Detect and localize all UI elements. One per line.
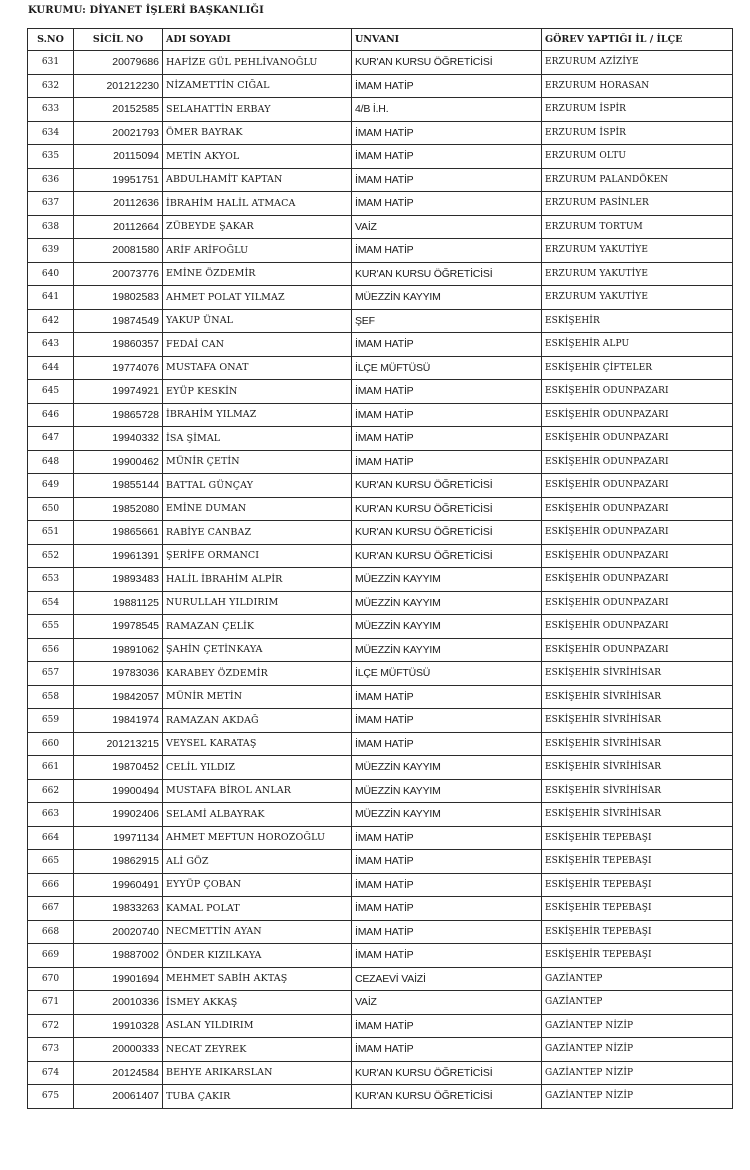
table-body xyxy=(28,51,733,1109)
table-row xyxy=(28,356,733,380)
cell-sicil: 20020740 xyxy=(74,920,163,944)
cell-name: EYYÜP ÇOBAN xyxy=(163,873,352,897)
cell-sicil: 19900462 xyxy=(74,450,163,474)
cell-sicil: 20010336 xyxy=(74,991,163,1015)
table-row xyxy=(28,51,733,75)
table-row xyxy=(28,74,733,98)
cell-title: MÜEZZİN KAYYIM xyxy=(352,756,542,780)
table-row xyxy=(28,779,733,803)
cell-title: İMAM HATİP xyxy=(352,239,542,263)
cell-no: 659 xyxy=(28,709,74,733)
header-title: UNVANI xyxy=(352,29,542,51)
cell-title: İMAM HATİP xyxy=(352,168,542,192)
cell-title: MÜEZZİN KAYYIM xyxy=(352,803,542,827)
cell-location: ERZURUM OLTU xyxy=(542,145,733,169)
cell-location: ESKİŞEHİR SİVRİHİSAR xyxy=(542,803,733,827)
cell-location: ESKİŞEHİR ODUNPAZARI xyxy=(542,521,733,545)
table-row xyxy=(28,920,733,944)
cell-no: 635 xyxy=(28,145,74,169)
cell-sicil: 19870452 xyxy=(74,756,163,780)
cell-location: ESKİŞEHİR SİVRİHİSAR xyxy=(542,662,733,686)
cell-name: FEDAİ CAN xyxy=(163,333,352,357)
cell-title: İMAM HATİP xyxy=(352,920,542,944)
cell-title: İLÇE MÜFTÜSÜ xyxy=(352,356,542,380)
table-row xyxy=(28,333,733,357)
table-row xyxy=(28,1085,733,1109)
cell-name: RABİYE CANBAZ xyxy=(163,521,352,545)
cell-location: ERZURUM AZİZİYE xyxy=(542,51,733,75)
cell-name: KAMAL POLAT xyxy=(163,897,352,921)
cell-sicil: 19874549 xyxy=(74,309,163,333)
cell-no: 667 xyxy=(28,897,74,921)
cell-no: 656 xyxy=(28,638,74,662)
cell-location: ERZURUM İSPİR xyxy=(542,98,733,122)
table-row xyxy=(28,521,733,545)
cell-title: İMAM HATİP xyxy=(352,685,542,709)
cell-no: 660 xyxy=(28,732,74,756)
cell-name: BEHYE ARIKARSLAN xyxy=(163,1061,352,1085)
cell-sicil: 19951751 xyxy=(74,168,163,192)
cell-name: MUSTAFA ONAT xyxy=(163,356,352,380)
cell-sicil: 19902406 xyxy=(74,803,163,827)
cell-name: ASLAN YILDIRIM xyxy=(163,1014,352,1038)
cell-location: ESKİŞEHİR ALPU xyxy=(542,333,733,357)
cell-sicil: 20115094 xyxy=(74,145,163,169)
cell-no: 641 xyxy=(28,286,74,310)
cell-title: ŞEF xyxy=(352,309,542,333)
cell-location: ESKİŞEHİR ODUNPAZARI xyxy=(542,638,733,662)
cell-sicil: 19901694 xyxy=(74,967,163,991)
cell-no: 669 xyxy=(28,944,74,968)
cell-sicil: 19852080 xyxy=(74,497,163,521)
cell-title: MÜEZZİN KAYYIM xyxy=(352,286,542,310)
cell-no: 648 xyxy=(28,450,74,474)
table-row xyxy=(28,850,733,874)
cell-no: 661 xyxy=(28,756,74,780)
table-row xyxy=(28,380,733,404)
cell-no: 671 xyxy=(28,991,74,1015)
cell-location: ESKİŞEHİR TEPEBAŞI xyxy=(542,873,733,897)
cell-location: ESKİŞEHİR ODUNPAZARI xyxy=(542,497,733,521)
cell-location: GAZİANTEP NİZİP xyxy=(542,1061,733,1085)
cell-location: ESKİŞEHİR ODUNPAZARI xyxy=(542,380,733,404)
cell-name: ABDULHAMİT KAPTAN xyxy=(163,168,352,192)
cell-no: 662 xyxy=(28,779,74,803)
institution-heading: KURUMU: DİYANET İŞLERİ BAŞKANLIĞI xyxy=(28,5,264,16)
cell-name: SELAMİ ALBAYRAK xyxy=(163,803,352,827)
table-row xyxy=(28,403,733,427)
cell-no: 665 xyxy=(28,850,74,874)
cell-title: İMAM HATİP xyxy=(352,333,542,357)
cell-no: 658 xyxy=(28,685,74,709)
table-row xyxy=(28,427,733,451)
table-row xyxy=(28,309,733,333)
cell-location: ESKİŞEHİR SİVRİHİSAR xyxy=(542,732,733,756)
cell-no: 649 xyxy=(28,474,74,498)
table-row xyxy=(28,145,733,169)
table-row xyxy=(28,497,733,521)
header-name: ADI SOYADI xyxy=(163,29,352,51)
cell-name: MÜNİR ÇETİN xyxy=(163,450,352,474)
cell-location: ERZURUM YAKUTİYE xyxy=(542,239,733,263)
cell-title: MÜEZZİN KAYYIM xyxy=(352,568,542,592)
cell-name: TUBA ÇAKIR xyxy=(163,1085,352,1109)
cell-name: HALİL İBRAHİM ALPİR xyxy=(163,568,352,592)
cell-sicil: 19802583 xyxy=(74,286,163,310)
cell-location: ESKİŞEHİR xyxy=(542,309,733,333)
cell-title: KUR'AN KURSU ÖĞRETİCİSİ xyxy=(352,544,542,568)
cell-name: CELİL YILDIZ xyxy=(163,756,352,780)
cell-sicil: 19940332 xyxy=(74,427,163,451)
cell-no: 650 xyxy=(28,497,74,521)
cell-title: İMAM HATİP xyxy=(352,380,542,404)
cell-title: İMAM HATİP xyxy=(352,873,542,897)
cell-no: 663 xyxy=(28,803,74,827)
cell-name: NECMETTİN AYAN xyxy=(163,920,352,944)
cell-location: GAZİANTEP xyxy=(542,967,733,991)
cell-sicil: 19974921 xyxy=(74,380,163,404)
cell-sicil: 19842057 xyxy=(74,685,163,709)
cell-name: MÜNİR METİN xyxy=(163,685,352,709)
cell-title: İMAM HATİP xyxy=(352,427,542,451)
cell-title: İMAM HATİP xyxy=(352,944,542,968)
cell-title: KUR'AN KURSU ÖĞRETİCİSİ xyxy=(352,262,542,286)
cell-no: 632 xyxy=(28,74,74,98)
cell-sicil: 19841974 xyxy=(74,709,163,733)
cell-location: ESKİŞEHİR ODUNPAZARI xyxy=(542,568,733,592)
cell-no: 639 xyxy=(28,239,74,263)
cell-no: 638 xyxy=(28,215,74,239)
cell-name: NİZAMETTİN CIĞAL xyxy=(163,74,352,98)
table-row xyxy=(28,638,733,662)
cell-location: ESKİŞEHİR ODUNPAZARI xyxy=(542,403,733,427)
cell-location: ESKİŞEHİR ÇİFTELER xyxy=(542,356,733,380)
table-row xyxy=(28,662,733,686)
table-row xyxy=(28,709,733,733)
cell-no: 647 xyxy=(28,427,74,451)
cell-title: İMAM HATİP xyxy=(352,897,542,921)
cell-no: 670 xyxy=(28,967,74,991)
cell-location: ESKİŞEHİR ODUNPAZARI xyxy=(542,450,733,474)
table-row xyxy=(28,544,733,568)
cell-sicil: 19900494 xyxy=(74,779,163,803)
cell-no: 655 xyxy=(28,615,74,639)
table-row xyxy=(28,591,733,615)
cell-location: GAZİANTEP xyxy=(542,991,733,1015)
cell-title: KUR'AN KURSU ÖĞRETİCİSİ xyxy=(352,521,542,545)
cell-title: KUR'AN KURSU ÖĞRETİCİSİ xyxy=(352,497,542,521)
cell-no: 651 xyxy=(28,521,74,545)
cell-title: İLÇE MÜFTÜSÜ xyxy=(352,662,542,686)
cell-title: İMAM HATİP xyxy=(352,1014,542,1038)
header-sicil: SİCİL NO xyxy=(74,29,163,51)
cell-name: YAKUP ÜNAL xyxy=(163,309,352,333)
cell-sicil: 19978545 xyxy=(74,615,163,639)
cell-location: ESKİŞEHİR ODUNPAZARI xyxy=(542,544,733,568)
cell-location: ESKİŞEHİR SİVRİHİSAR xyxy=(542,685,733,709)
cell-sicil: 20073776 xyxy=(74,262,163,286)
cell-title: VAİZ xyxy=(352,991,542,1015)
cell-sicil: 19893483 xyxy=(74,568,163,592)
table-row xyxy=(28,615,733,639)
cell-title: İMAM HATİP xyxy=(352,826,542,850)
cell-sicil: 19971134 xyxy=(74,826,163,850)
cell-no: 645 xyxy=(28,380,74,404)
table-row xyxy=(28,1014,733,1038)
cell-no: 654 xyxy=(28,591,74,615)
table-row xyxy=(28,967,733,991)
cell-sicil: 201212230 xyxy=(74,74,163,98)
cell-sicil: 19865728 xyxy=(74,403,163,427)
table-row xyxy=(28,98,733,122)
cell-sicil: 19881125 xyxy=(74,591,163,615)
cell-location: ERZURUM YAKUTİYE xyxy=(542,262,733,286)
cell-title: KUR'AN KURSU ÖĞRETİCİSİ xyxy=(352,474,542,498)
table-row xyxy=(28,732,733,756)
cell-name: EYÜP KESKİN xyxy=(163,380,352,404)
table-row xyxy=(28,1061,733,1085)
cell-name: İSMEY AKKAŞ xyxy=(163,991,352,1015)
cell-name: İBRAHİM HALİL ATMACA xyxy=(163,192,352,216)
cell-name: KARABEY ÖZDEMİR xyxy=(163,662,352,686)
cell-sicil: 19960491 xyxy=(74,873,163,897)
cell-title: MÜEZZİN KAYYIM xyxy=(352,638,542,662)
cell-no: 653 xyxy=(28,568,74,592)
cell-sicil: 19961391 xyxy=(74,544,163,568)
cell-no: 674 xyxy=(28,1061,74,1085)
cell-title: İMAM HATİP xyxy=(352,1038,542,1062)
cell-name: ÖMER BAYRAK xyxy=(163,121,352,145)
cell-location: GAZİANTEP NİZİP xyxy=(542,1038,733,1062)
cell-sicil: 19887002 xyxy=(74,944,163,968)
cell-name: RAMAZAN ÇELİK xyxy=(163,615,352,639)
cell-title: KUR'AN KURSU ÖĞRETİCİSİ xyxy=(352,1085,542,1109)
cell-title: 4/B İ.H. xyxy=(352,98,542,122)
cell-location: ESKİŞEHİR ODUNPAZARI xyxy=(542,591,733,615)
header-no: S.NO xyxy=(28,29,74,51)
cell-sicil: 20112664 xyxy=(74,215,163,239)
cell-title: MÜEZZİN KAYYIM xyxy=(352,615,542,639)
cell-name: ŞAHİN ÇETİNKAYA xyxy=(163,638,352,662)
cell-title: MÜEZZİN KAYYIM xyxy=(352,779,542,803)
cell-sicil: 19910328 xyxy=(74,1014,163,1038)
cell-name: ŞERİFE ORMANCI xyxy=(163,544,352,568)
cell-name: NECAT ZEYREK xyxy=(163,1038,352,1062)
personnel-table xyxy=(27,28,733,1109)
table-row xyxy=(28,474,733,498)
table-header-row xyxy=(28,29,733,51)
table-row xyxy=(28,239,733,263)
cell-location: ESKİŞEHİR ODUNPAZARI xyxy=(542,474,733,498)
cell-name: SELAHATTİN ERBAY xyxy=(163,98,352,122)
cell-location: GAZİANTEP NİZİP xyxy=(542,1014,733,1038)
cell-no: 631 xyxy=(28,51,74,75)
cell-name: NURULLAH YILDIRIM xyxy=(163,591,352,615)
table-row xyxy=(28,192,733,216)
cell-location: ERZURUM HORASAN xyxy=(542,74,733,98)
cell-name: METİN AKYOL xyxy=(163,145,352,169)
cell-title: İMAM HATİP xyxy=(352,850,542,874)
cell-no: 673 xyxy=(28,1038,74,1062)
cell-title: İMAM HATİP xyxy=(352,145,542,169)
cell-no: 637 xyxy=(28,192,74,216)
cell-title: KUR'AN KURSU ÖĞRETİCİSİ xyxy=(352,51,542,75)
cell-name: ARİF ARİFOĞLU xyxy=(163,239,352,263)
cell-name: İSA ŞİMAL xyxy=(163,427,352,451)
cell-location: ESKİŞEHİR TEPEBAŞI xyxy=(542,897,733,921)
cell-sicil: 20079686 xyxy=(74,51,163,75)
cell-sicil: 19783036 xyxy=(74,662,163,686)
cell-name: İBRAHİM YILMAZ xyxy=(163,403,352,427)
cell-name: AHMET POLAT YILMAZ xyxy=(163,286,352,310)
cell-location: ESKİŞEHİR ODUNPAZARI xyxy=(542,427,733,451)
table-row xyxy=(28,685,733,709)
table-row xyxy=(28,121,733,145)
cell-name: EMİNE DUMAN xyxy=(163,497,352,521)
cell-no: 636 xyxy=(28,168,74,192)
cell-title: İMAM HATİP xyxy=(352,74,542,98)
cell-title: İMAM HATİP xyxy=(352,732,542,756)
cell-no: 642 xyxy=(28,309,74,333)
cell-sicil: 19865661 xyxy=(74,521,163,545)
cell-location: ERZURUM PALANDÖKEN xyxy=(542,168,733,192)
cell-sicil: 20021793 xyxy=(74,121,163,145)
cell-name: ZÜBEYDE ŞAKAR xyxy=(163,215,352,239)
cell-location: ESKİŞEHİR SİVRİHİSAR xyxy=(542,709,733,733)
table-row xyxy=(28,873,733,897)
table-row xyxy=(28,944,733,968)
cell-title: VAİZ xyxy=(352,215,542,239)
cell-name: HAFİZE GÜL PEHLİVANOĞLU xyxy=(163,51,352,75)
cell-no: 675 xyxy=(28,1085,74,1109)
cell-name: EMİNE ÖZDEMİR xyxy=(163,262,352,286)
cell-no: 646 xyxy=(28,403,74,427)
cell-sicil: 20152585 xyxy=(74,98,163,122)
cell-name: MUSTAFA BİROL ANLAR xyxy=(163,779,352,803)
table-row xyxy=(28,568,733,592)
cell-sicil: 19833263 xyxy=(74,897,163,921)
cell-title: KUR'AN KURSU ÖĞRETİCİSİ xyxy=(352,1061,542,1085)
cell-location: ERZURUM YAKUTİYE xyxy=(542,286,733,310)
cell-sicil: 19862915 xyxy=(74,850,163,874)
cell-sicil: 20061407 xyxy=(74,1085,163,1109)
cell-location: ERZURUM PASİNLER xyxy=(542,192,733,216)
cell-sicil: 20000333 xyxy=(74,1038,163,1062)
table-row xyxy=(28,756,733,780)
table-row xyxy=(28,286,733,310)
cell-sicil: 201213215 xyxy=(74,732,163,756)
cell-no: 652 xyxy=(28,544,74,568)
cell-name: MEHMET SABİH AKTAŞ xyxy=(163,967,352,991)
cell-no: 668 xyxy=(28,920,74,944)
cell-title: MÜEZZİN KAYYIM xyxy=(352,591,542,615)
cell-location: ESKİŞEHİR SİVRİHİSAR xyxy=(542,779,733,803)
cell-location: ESKİŞEHİR TEPEBAŞI xyxy=(542,920,733,944)
cell-location: ESKİŞEHİR TEPEBAŞI xyxy=(542,944,733,968)
cell-title: CEZAEVİ VAİZİ xyxy=(352,967,542,991)
header-location: GÖREV YAPTIĞI İL / İLÇE xyxy=(542,29,733,51)
cell-location: ERZURUM TORTUM xyxy=(542,215,733,239)
cell-no: 640 xyxy=(28,262,74,286)
cell-location: ESKİŞEHİR ODUNPAZARI xyxy=(542,615,733,639)
table-row xyxy=(28,215,733,239)
cell-no: 634 xyxy=(28,121,74,145)
cell-name: VEYSEL KARATAŞ xyxy=(163,732,352,756)
cell-sicil: 19855144 xyxy=(74,474,163,498)
cell-no: 672 xyxy=(28,1014,74,1038)
cell-location: GAZİANTEP NİZİP xyxy=(542,1085,733,1109)
cell-no: 657 xyxy=(28,662,74,686)
cell-title: İMAM HATİP xyxy=(352,450,542,474)
cell-title: İMAM HATİP xyxy=(352,121,542,145)
cell-name: BATTAL GÜNÇAY xyxy=(163,474,352,498)
table-row xyxy=(28,826,733,850)
table-row xyxy=(28,897,733,921)
cell-sicil: 19774076 xyxy=(74,356,163,380)
cell-title: İMAM HATİP xyxy=(352,192,542,216)
cell-name: AHMET MEFTUN HOROZOĞLU xyxy=(163,826,352,850)
cell-sicil: 20081580 xyxy=(74,239,163,263)
cell-name: ÖNDER KIZILKAYA xyxy=(163,944,352,968)
table-row xyxy=(28,1038,733,1062)
cell-location: ESKİŞEHİR SİVRİHİSAR xyxy=(542,756,733,780)
cell-location: ESKİŞEHİR TEPEBAŞI xyxy=(542,826,733,850)
cell-sicil: 19860357 xyxy=(74,333,163,357)
table-row xyxy=(28,803,733,827)
cell-no: 664 xyxy=(28,826,74,850)
cell-title: İMAM HATİP xyxy=(352,403,542,427)
cell-sicil: 19891062 xyxy=(74,638,163,662)
cell-name: ALİ GÖZ xyxy=(163,850,352,874)
cell-location: ERZURUM İSPİR xyxy=(542,121,733,145)
table-row xyxy=(28,450,733,474)
cell-sicil: 20112636 xyxy=(74,192,163,216)
table-row xyxy=(28,168,733,192)
cell-location: ESKİŞEHİR TEPEBAŞI xyxy=(542,850,733,874)
table-row xyxy=(28,991,733,1015)
cell-no: 644 xyxy=(28,356,74,380)
cell-name: RAMAZAN AKDAĞ xyxy=(163,709,352,733)
cell-no: 633 xyxy=(28,98,74,122)
cell-title: İMAM HATİP xyxy=(352,709,542,733)
cell-no: 643 xyxy=(28,333,74,357)
cell-sicil: 20124584 xyxy=(74,1061,163,1085)
table-row xyxy=(28,262,733,286)
cell-no: 666 xyxy=(28,873,74,897)
